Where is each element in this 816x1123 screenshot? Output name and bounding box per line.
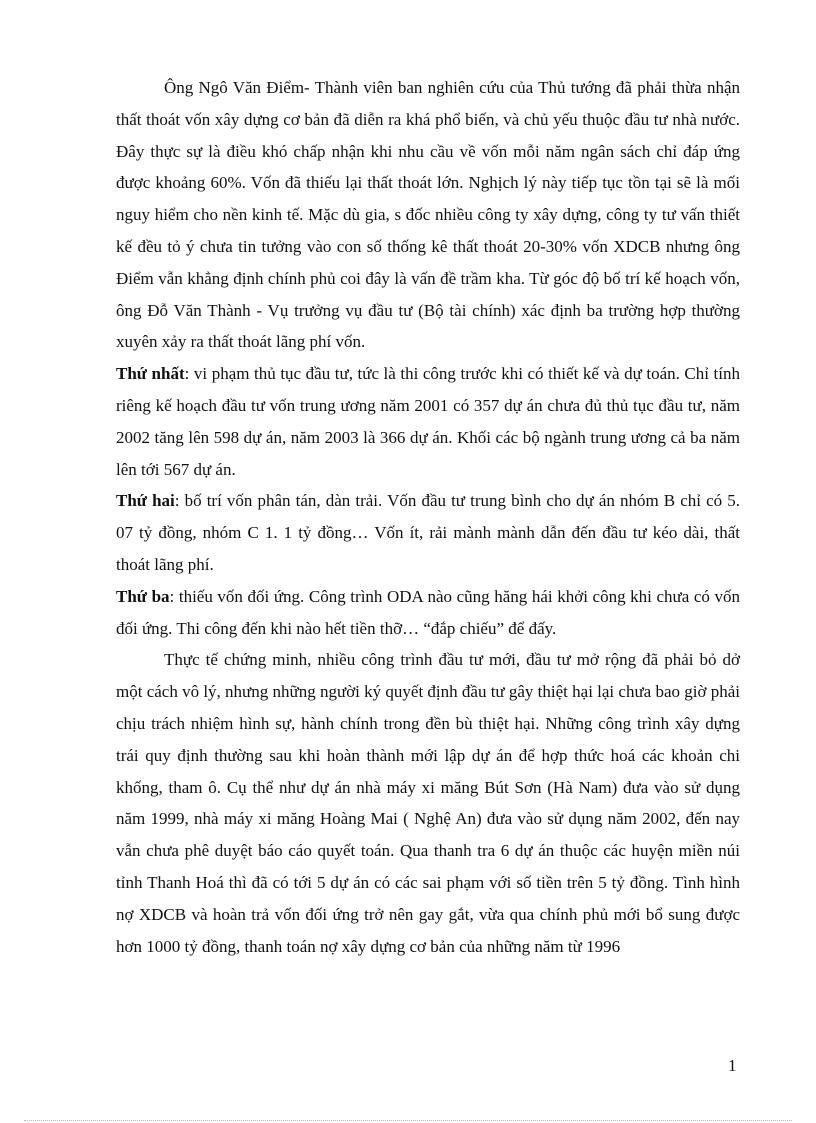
paragraph-third-case-text: : thiếu vốn đối ứng. Công trình ODA nào cũng hăng hái khởi công khi chưa có vốn đối ứng. Thi công đến khi nào hết tiền thỡ… “đắp chiếu” để đấy. [116,586,740,638]
paragraph-second-case [116,485,740,580]
paragraph-reality [116,644,740,962]
paragraph-intro-text: Ông Ngô Văn Điểm- Thành viên ban nghiên cứu của Thủ tướng đã phải thừa nhận thất thoát vốn xây dựng cơ bản đã diễn ra khá phổ biến, và chủ yếu thuộc đầu tư nhà nước. Đây thực sự là điều khó chấp nhận khi nhu cầu về vốn mỗi năm ngân sách chỉ đáp ứng được khoảng 60%. Vốn đã thiếu lại thất thoát lớn. Nghịch lý này tiếp tục tồn tại sẽ là mối nguy hiểm cho nền kinh tế. Mặc dù gia, s đốc nhiều công ty xây dựng, công ty tư vấn thiết kế đều tỏ ý chưa tin tưởng vào con số thống kê thất thoát 20-30% vốn XDCB nhưng ông Điểm vẫn khẳng định chính phủ coi đây là vấn đề trầm kha. Từ góc độ bố trí kế hoạch vốn, ông Đỗ Văn Thành - Vụ trưởng vụ đầu tư (Bộ tài chính) xác định ba trường hợp thường xuyên xảy ra thất thoát lãng phí vốn. [116,78,740,352]
page-number: 1 [728,1056,737,1075]
paragraph-first-case [116,358,740,485]
paragraph-reality-text: Thực tế chứng minh, nhiều công trình đầu tư mới, đầu tư mở rộng đã phải bỏ dở một cách vô lý, nhưng những người ký quyết định đầu tư gây thiệt hại lại chưa bao giờ phải chịu trách nhiệm hình sự, hành chính trong đền bù thiệt hại. Những công trình xây dựng trái quy định thường sau khi hoàn thành mới lập dự án để hợp thức hoá các khoản chi khống, tham ô. Cụ thể như dự án nhà máy xi măng Bút Sơn (Hà Nam) đưa vào sử dụng năm 1999, nhà máy xi măng Hoàng Mai ( Nghệ An) đưa vào sử dụng năm 2002, đến nay vẫn chưa phê duyệt báo cáo quyết toán. Qua thanh tra 6 dự án thuộc các huyện miền núi tỉnh Thanh Hoá thì đã có tới 5 dự án có các sai phạm với số tiền trên 5 tỷ đồng. Tình hình nợ XDCB và hoàn trả vốn đối ứng trở nên gay gắt, vừa qua chính phủ mới bổ sung được hơn 1000 tỷ đồng, thanh toán nợ xây dựng cơ bản của những năm từ 1996 [116,650,740,956]
label-thu-ba: Thứ ba [116,586,170,606]
label-thu-nhat: Thứ nhất [116,364,185,384]
page-bottom-divider [24,1120,792,1121]
paragraph-first-case-text: : vi phạm thủ tục đầu tư, tức là thi công trước khi có thiết kế và dự toán. Chỉ tính riêng kế hoạch đầu tư vốn trung ương năm 2001 có 357 dự án chưa đủ thủ tục đầu tư, năm 2002 tăng lên 598 dự án, năm 2003 là 366 dự án. Khối các bộ ngành trung ương cả ba năm lên tới 567 dự án. [116,364,740,479]
paragraph-intro [116,72,740,358]
paragraph-third-case [116,581,740,645]
paragraph-second-case-text: : bố trí vốn phân tán, dàn trải. Vốn đầu tư trung bình cho dự án nhóm B chỉ có 5. 07 tỷ đồng, nhóm C 1. 1 tỷ đồng… Vốn ít, rải mành mành dẫn đến đầu tư kéo dài, thất thoát lãng phí. [116,491,740,574]
body-text [116,72,740,962]
label-thu-hai: Thứ hai [116,491,175,511]
